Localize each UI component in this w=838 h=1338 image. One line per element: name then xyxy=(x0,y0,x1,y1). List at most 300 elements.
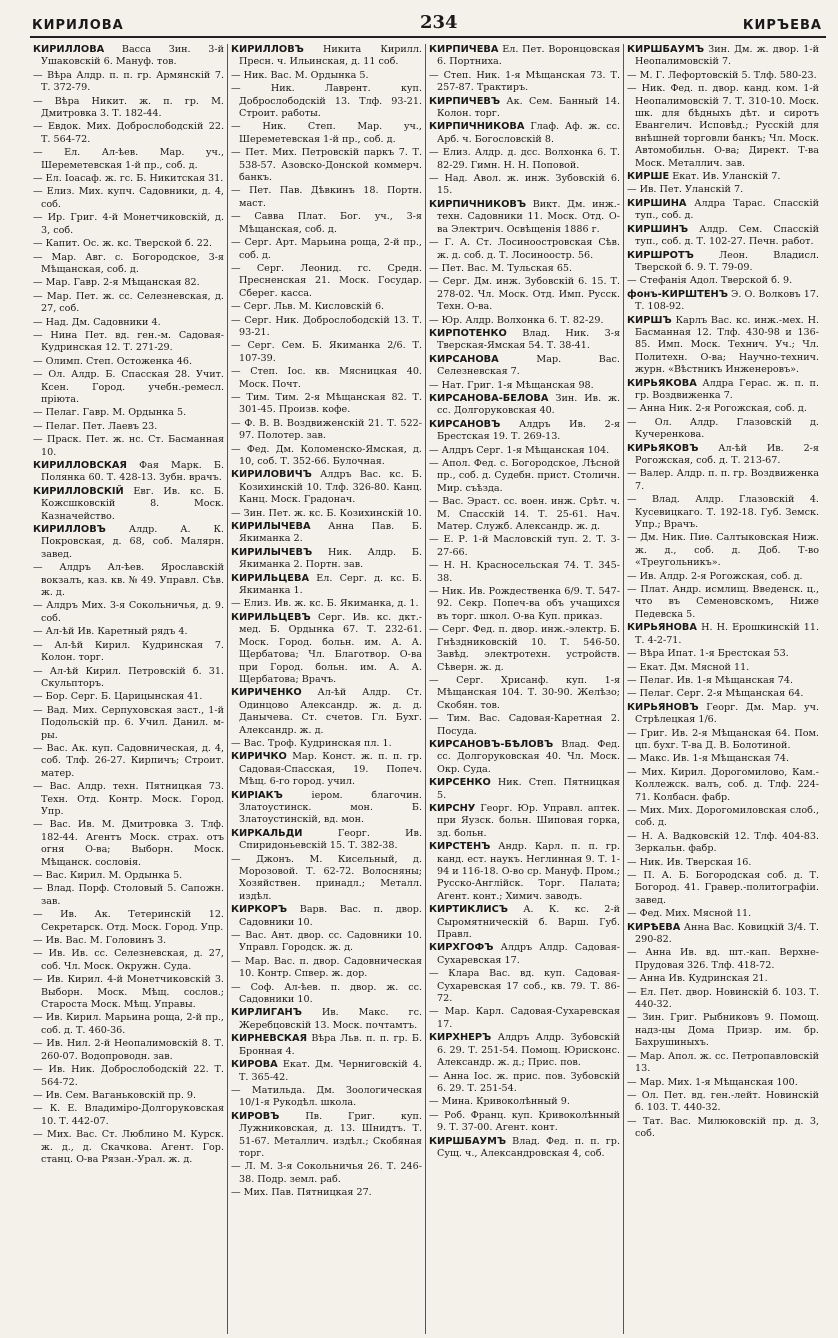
columns-container xyxy=(30,44,826,1334)
directory-entry xyxy=(231,70,422,82)
directory-entry xyxy=(627,378,819,403)
directory-entry xyxy=(627,532,819,569)
directory-entry xyxy=(231,1007,422,1032)
entry-details: Елиз. Алдр. д. дсс. Волхонка 6. Т. 82-29. Гимн. Н. Н. Поповой. xyxy=(437,147,620,171)
column-2 xyxy=(228,44,426,1334)
directory-entry xyxy=(429,841,620,903)
entry-details: Ак. Сем. Банный 14. Колон. торг. xyxy=(437,95,620,120)
entry-details: Апол. Фед. с. Богородское, Лѣсной пр., соб. д. Судебн. прист. Столичн. Мир. съѣзда. xyxy=(437,458,620,494)
entry-surname: КИРСАНОВА xyxy=(429,353,499,365)
entry-surname: КИРИЧЕНКО xyxy=(231,687,302,699)
directory-entry xyxy=(231,521,422,546)
entry-details: Вѣра Алдр. п. п. гр. Армянскій 7. Т. 372-79. xyxy=(41,69,225,94)
directory-entry xyxy=(231,751,422,788)
entry-details: Мар. Гавр. 2-я Мѣщанская 82. xyxy=(45,277,200,289)
directory-entry xyxy=(33,121,224,146)
entry-surname: КИРПИЧЕВЪ xyxy=(429,95,501,107)
directory-entry xyxy=(33,691,224,703)
directory-entry xyxy=(33,407,224,419)
entry-details: Пелаг. Пет. Лаевъ 23. xyxy=(45,420,158,432)
entry-details: Алдръ Серг. 1-я Мѣщанская 104. xyxy=(441,444,610,456)
entry-details: Мар. Авг. с. Богородское, 3-я Мѣщанская, соб. д. xyxy=(41,251,224,275)
directory-entry xyxy=(231,1187,422,1199)
entry-details: Над. Авол. ж. инж. Зубовскій 6. 15. xyxy=(437,173,620,197)
entry-details: Вас. Алдр. техн. Пятницкая 73. Техн. Отд. Контр. Моск. Город. Упр. xyxy=(41,781,224,817)
entry-details: Влад. Фед. п. п. гр. Сущ. ч., Александровская 4, соб. xyxy=(437,1135,620,1159)
directory-entry xyxy=(231,469,422,506)
directory-entry xyxy=(429,263,620,275)
entry-details: Нат. Григ. 1-я Мѣщанская 98. xyxy=(441,379,594,391)
entry-details: Ник. Алдр. Б. Якиманка 2. Портн. зав. xyxy=(239,546,422,571)
entry-surname: КИРОВЪ xyxy=(231,1110,280,1122)
directory-entry xyxy=(231,828,422,853)
directory-entry xyxy=(429,777,620,802)
directory-entry xyxy=(33,781,224,818)
entry-details: Тат. Вас. Милюковскій пр. д. 3, соб. xyxy=(635,1115,819,1140)
entry-details: Алдръ Ив. 2-я Брестская 19. Т. 269-13. xyxy=(437,418,620,443)
entry-details: Над. Дм. Садовники 4. xyxy=(45,316,161,328)
directory-entry xyxy=(627,662,819,674)
entry-details: Дм. Ник. Пиѳ. Салтыковская Ниж. ж. д., соб. д. Доб. Т-во «Треугольникъ». xyxy=(635,532,819,569)
entry-surname: КИРПИЧНИКОВЪ xyxy=(429,198,527,210)
directory-entry xyxy=(627,648,819,660)
entry-surname: КИРШРОТЪ xyxy=(627,249,694,261)
entry-details: Влад. Фед. сс. Долгоруковская 40. Чл. Моск. Окр. Суда. xyxy=(437,738,620,775)
directory-entry xyxy=(231,147,422,184)
entry-details: Ол. Пет. вд. ген.-лейт. Новинскій б. 103. Т. 440-32. xyxy=(635,1089,819,1114)
directory-entry xyxy=(627,198,819,223)
entry-details: Карлъ Вас. кс. инж.-мех. Н. Басманная 12. Тлф. 430-98 и 136-85. Имп. Моск. Технич. Уч.; Чл. Политехн. О-ва; Научно-технич. журн. «Вѣстникъ Инженеровъ». xyxy=(635,314,819,376)
directory-entry xyxy=(33,1103,224,1128)
entry-surname: КИРІАКЪ xyxy=(231,789,283,801)
directory-entry xyxy=(33,666,224,691)
entry-details: Савва Плат. Бог. уч., 3-я Мѣщанская, соб. д. xyxy=(239,211,422,235)
directory-entry xyxy=(627,753,819,765)
entry-details: Юр. Алдр. Волхонка 6. Т. 82-29. xyxy=(441,314,604,326)
directory-entry xyxy=(429,445,620,457)
directory-entry xyxy=(231,237,422,262)
entry-surname: КИРЬЯКОВА xyxy=(627,377,697,389)
directory-entry xyxy=(429,44,620,69)
entry-details: Тим. Тим. 2-я Мѣщанская 82. Т. 301-45. Произв. кофе. xyxy=(239,391,422,416)
entry-details: Пелаг. Серг. 2-я Мѣщанская 64. xyxy=(639,688,804,700)
entry-details: Ел. Іоасаф. ж. гс. Б. Никитская 31. xyxy=(45,173,224,185)
directory-entry xyxy=(33,1090,224,1102)
entry-details: Вѣра Льв. п. п. гр. Б. Бронная 4. xyxy=(239,1033,422,1057)
entry-details: Ал-ѣй Алдр. Ст. Одинцово Александр. ж. д. д. Данычева. Ст. счетов. Гл. Бухг. Александр. ж. д. xyxy=(239,687,422,736)
entry-details: Серг. Леонид. гс. Средн. Пресненская 21. Моск. Государ. Сберег. касса. xyxy=(239,262,422,299)
entry-details: Алдръ Алдр. Садовая-Сухаревская 17. xyxy=(437,942,620,966)
entry-details: Серг. Арт. Марьина роща, 2-й пр., соб. д. xyxy=(239,237,422,261)
entry-details: Ф. В. В. Воздвиженскій 21. Т. 522-97. Полотер. зав. xyxy=(239,417,422,442)
entry-details: Екат. Дм. Черниговскій 4. Т. 365-42. xyxy=(239,1059,422,1083)
directory-entry xyxy=(33,96,224,121)
entry-details: Степ. Іос. кв. Мясницкая 40. Моск. Почт. xyxy=(239,366,422,390)
entry-details: Анна Ив. вд. шт.-кап. Верхне-Прудовая 326. Тлф. 418-72. xyxy=(635,947,819,971)
entry-details: Ел. Пет. Воронцовская 6. Портниха. xyxy=(437,44,620,68)
entry-surname: КИРПОТЕНКО xyxy=(429,327,507,339)
directory-entry xyxy=(231,573,422,598)
entry-details: Вас. Ант. двор. сс. Садовники 10. Управл. Городск. ж. д. xyxy=(239,930,422,954)
entry-surname: КИРТИКЛИСЪ xyxy=(429,904,509,916)
entry-details: Влад. Алдр. Глазовскій 4. Кусевицкаго. Т. 192-18. Губ. Земск. Упр.; Врачъ. xyxy=(635,494,819,531)
directory-entry xyxy=(33,705,224,742)
directory-entry xyxy=(33,948,224,973)
entry-details: Мих. Кирил. Дорогомилово, Кам.-Коллежск. валъ, соб. д. Тлф. 224-71. Колбасн. фабр. xyxy=(635,766,819,803)
directory-entry xyxy=(231,301,422,313)
entry-details: Пет. Вас. М. Тульская 65. xyxy=(441,262,573,274)
entry-details: Ел. Серг. д. кс. Б. Якиманка 1. xyxy=(239,572,422,597)
directory-entry xyxy=(33,883,224,908)
directory-entry xyxy=(33,44,224,69)
directory-entry xyxy=(33,626,224,638)
entry-surname: КИРШИНА xyxy=(627,197,687,209)
directory-entry xyxy=(627,767,819,804)
directory-entry xyxy=(429,803,620,840)
entry-surname: КИРСАНОВЪ-БѢЛОВЪ xyxy=(429,738,554,750)
entry-details: Леон. Владисл. Тверской б. 9. Т. 79-09. xyxy=(635,249,819,273)
directory-entry xyxy=(429,904,620,941)
entry-details: М. Г. Лефортовскій 5. Тлф. 580-23. xyxy=(639,69,817,81)
directory-entry xyxy=(33,186,224,211)
entry-details: Серг. Дм. инж. Зубовскій 6. 15. Т. 278-02. Чл. Моск. Отд. Имп. Русск. Техн. О-ва. xyxy=(437,276,620,313)
directory-entry xyxy=(429,276,620,313)
entry-details: іером. благочин. Златоустинск. мон. Б. Златоустинскій, вд. мон. xyxy=(239,789,422,826)
directory-entry xyxy=(627,83,819,170)
entry-details: Пет. Мих. Петровскій паркъ 7. Т. 538-57. Азовско-Донской коммерч. банкъ. xyxy=(239,147,422,184)
directory-entry xyxy=(429,173,620,198)
directory-entry xyxy=(627,571,819,583)
entry-details: Ол. Алдр. Глазовскій д. Кучеренкова. xyxy=(635,416,819,441)
entry-details: Евдок. Мих. Доброслободскій 22. Т. 564-72. xyxy=(41,121,224,145)
entry-details: Н. Н. Ерошкинскій 11. Т. 4-2-71. xyxy=(635,622,819,646)
directory-entry xyxy=(429,1136,620,1161)
directory-entry xyxy=(429,968,620,1005)
entry-details: Елиз. Ив. ж. кс. Б. Якиманка, д. 1. xyxy=(243,598,419,610)
directory-entry xyxy=(231,315,422,340)
entry-details: Фед. Дм. Коломенско-Ямская, д. 10, соб. Т. 352-66. Булочная. xyxy=(239,443,422,467)
entry-details: Ив. Пет. Уланскій 7. xyxy=(639,184,744,196)
entry-details: Григ. Ив. 2-я Мѣщанская 64. Пом. цп. бухг. Т-ва Д. В. Болотиной. xyxy=(635,727,819,751)
directory-entry xyxy=(429,942,620,967)
entry-details: Алдра Тарас. Спасскій туп., соб. д. xyxy=(635,197,819,222)
entry-details: Ал-ѣй Ив. Каретный рядъ 4. xyxy=(45,626,188,638)
entry-surname: КИРИЛОВИЧЪ xyxy=(231,469,312,481)
entry-details: Серг. Ник. Доброслободскій 13. Т. 93-21. xyxy=(239,314,422,338)
entry-details: Ник. Ив. Рождественка 6/9. Т. 547-92. Секр. Попеч-ва объ учащихся въ торг. школ. О-ва Куп. приказ. xyxy=(437,586,620,622)
entry-details: Ник. Степ. Пятницкая 5. xyxy=(437,777,620,801)
directory-entry xyxy=(33,600,224,625)
entry-details: Мар. Карл. Садовая-Сухаревская 17. xyxy=(437,1006,620,1030)
entry-surname: КИРШБАУМЪ xyxy=(627,44,705,55)
directory-entry xyxy=(627,315,819,377)
entry-surname: КИРСТЕНЪ xyxy=(429,841,491,853)
entry-details: Г. А. Ст. Лосиноостровская Сѣв. ж. д. соб. д. Т. Лосиноостр. 56. xyxy=(437,237,620,261)
directory-entry xyxy=(33,70,224,95)
directory-entry xyxy=(627,584,819,621)
entry-details: Пелаг. Ив. 1-я Мѣщанская 74. xyxy=(639,674,794,686)
directory-entry xyxy=(627,987,819,1012)
entry-details: Мих. Мих. Дорогомиловская слоб., соб. д. xyxy=(635,804,819,829)
entry-details: Зин. Дм. ж. двор. 1-й Неопалимовскій 7. xyxy=(635,44,819,68)
directory-entry xyxy=(231,687,422,737)
directory-entry xyxy=(429,1071,620,1096)
directory-entry xyxy=(429,237,620,262)
directory-entry xyxy=(33,434,224,459)
entry-details: Ел. Пет. двор. Новинскій б. 103. Т. 440-32. xyxy=(635,986,819,1011)
entry-details: Фая Марк. Б. Полянка 60. Т. 428-13. Зубн. врачъ. xyxy=(41,460,224,484)
entry-surname: КИРХНЕРЪ xyxy=(429,1032,492,1044)
directory-entry xyxy=(33,524,224,561)
entry-details: Анна Ник. 2-я Рогожская, соб. д. xyxy=(639,403,807,415)
entry-details: Бор. Серг. Б. Царицынская 41. xyxy=(45,691,203,703)
directory-entry xyxy=(231,1161,422,1186)
entry-details: Вѣра Никит. ж. п. гр. М. Дмитровка 3. Т. 182-44. xyxy=(41,95,224,120)
directory-entry xyxy=(627,468,819,493)
directory-entry xyxy=(429,713,620,738)
entry-details: Алдр. Сем. Спасскій туп., соб. д. Т. 102-27. Печн. работ. xyxy=(635,223,819,248)
entry-details: Ив. Ив. сс. Селезневская, д. 27, соб. Чл. Моск. Окружн. Суда. xyxy=(41,948,224,972)
directory-entry xyxy=(33,562,224,599)
entry-details: А. К. кс. 2-й Сыромятническій б. Варш. Губ. Правл. xyxy=(437,904,620,941)
entry-details: Анна Пав. Б. Якиманка 2. xyxy=(239,521,422,545)
directory-entry xyxy=(429,315,620,327)
directory-entry xyxy=(231,738,422,750)
directory-entry xyxy=(33,291,224,316)
entry-details: Анна Вас. Ковицкій 3/4. Т. 290-82. xyxy=(635,921,819,946)
directory-entry xyxy=(33,173,224,185)
entry-surname: КИРИЛЛОВСКІЙ xyxy=(33,485,124,497)
directory-entry xyxy=(627,1012,819,1049)
directory-entry xyxy=(429,534,620,559)
entry-surname: фонъ-КИРШТЕНЪ xyxy=(627,288,728,300)
entry-details: Н. А. Вадковскій 12. Тлф. 404-83. Зеркальн. фабр. xyxy=(635,830,819,855)
entry-surname: КИРИЛЫЧЕВЪ xyxy=(231,546,313,558)
entry-surname: КИРШБАУМЪ xyxy=(429,1135,507,1147)
directory-entry xyxy=(33,212,224,237)
entry-surname: КИРИЛЛОВСКАЯ xyxy=(33,460,127,471)
directory-entry xyxy=(33,1038,224,1063)
directory-entry xyxy=(231,44,422,69)
directory-entry xyxy=(627,805,819,830)
entry-details: Пв. Григ. куп. Лужниковская, д. 13. Шнидтъ. Т. 51-67. Металлич. издѣл.; Скобяная торг. xyxy=(239,1110,422,1159)
entry-details: Ив. Кирил. Марьина роща, 2-й пр., соб. д. Т. 460-36. xyxy=(41,1012,224,1036)
entry-surname: КИРСАНОВЪ xyxy=(429,418,501,430)
entry-details: Ник. Степ. Мар. уч., Шереметевская 1-й пр., соб. д. xyxy=(239,121,422,145)
entry-details: Анна Іос. ж. прис. пов. Зубовскій 6. 29. Т. 251-54. xyxy=(437,1070,620,1094)
directory-entry xyxy=(231,1085,422,1110)
directory-entry xyxy=(627,289,819,314)
entry-details: Макс. Ив. 1-я Мѣщанская 74. xyxy=(639,753,790,765)
entry-details: Влад. Ник. 3-я Тверская-Ямская 54. Т. 38-41. xyxy=(437,327,620,352)
entry-details: Роб. Франц. куп. Кривоколѣнный 9. Т. 37-00. Агент. конт. xyxy=(437,1109,620,1134)
entry-surname: КИРСЕНКО xyxy=(429,777,491,789)
directory-entry xyxy=(33,743,224,780)
entry-details: Андр. Карл. п. п. гр. канд. ест. наукъ. Неглинная 9. Т. 1-94 и 116-18. О-во ср. Мануф. Пром.; Русско-Англійск. Торг. Палата; Агент. конт.; Химич. заводъ. xyxy=(437,841,620,902)
entry-details: Мар. Вас. Селезневская 7. xyxy=(437,353,620,378)
entry-details: Матильда. Дм. Зоологическая 10/1-я Рукодѣл. школа. xyxy=(239,1084,422,1109)
entry-details: Серг. Хрисанф. куп. 1-я Мѣщанская 104. Т. 30-90. Желѣзо; Скобян. тов. xyxy=(437,674,620,711)
entry-details: Мих. Пав. Пятницкая 27. xyxy=(243,1187,372,1199)
entry-details: Ир. Григ. 4-й Монетчиковскій, д. 3, соб. xyxy=(41,212,224,236)
directory-entry xyxy=(33,147,224,172)
directory-entry xyxy=(231,263,422,300)
directory-entry xyxy=(231,392,422,417)
entry-details: Соф. Ал-ѣев. п. двор. ж. сс. Садовники 10. xyxy=(239,981,423,1006)
directory-entry xyxy=(429,739,620,776)
directory-entry xyxy=(33,1064,224,1089)
entry-details: Мар. Пет. ж. сс. Селезневская, д. 27, соб. xyxy=(41,290,224,315)
entry-details: Вѣра Ипат. 1-я Брестская 53. xyxy=(639,648,789,660)
entry-details: Мар. Мих. 1-я Мѣщанская 100. xyxy=(639,1076,798,1088)
header-right-word: КИРЪЕВА xyxy=(742,18,822,33)
directory-entry xyxy=(429,419,620,444)
entry-details: Ник. Лаврент. куп. Доброслободскій 13. Тлф. 93-21. Строит. работы. xyxy=(239,83,422,120)
directory-entry xyxy=(429,624,620,674)
entry-details: Мих. Вас. Ст. Люблино М. Курск. ж. д., д. Скачкова. Агент. Гор. станц. О-ва Рязан.-Урал. ж. д. xyxy=(41,1129,224,1165)
entry-details: Никита Кирилл. Пресн. ч. Ильинская, д. 11 соб. xyxy=(239,44,422,68)
column-4 xyxy=(624,44,822,1334)
entry-details: Джонъ. М. Кисельный, д. Морозовой. Т. 62-72. Волосняны; Хозяйствен. принадл.; Металл. издѣл. xyxy=(239,853,422,902)
directory-entry xyxy=(429,393,620,418)
page-number: 234 xyxy=(420,12,458,33)
directory-entry xyxy=(627,622,819,647)
directory-entry xyxy=(627,728,819,753)
directory-entry xyxy=(231,956,422,981)
entry-details: Ив. Ак. Тетеринскій 12. Секретарск. Отд. Моск. Город. Упр. xyxy=(41,909,224,933)
entry-surname: КИРШЪ xyxy=(627,314,672,326)
directory-entry xyxy=(231,83,422,120)
entry-details: Ив. Сем. Ваганьковскій пр. 9. xyxy=(45,1089,197,1101)
directory-entry xyxy=(33,421,224,433)
directory-entry xyxy=(627,171,819,183)
directory-entry xyxy=(429,496,620,533)
directory-entry xyxy=(627,688,819,700)
entry-details: Пелаг. Гавр. М. Ордынка 5. xyxy=(45,407,187,419)
entry-surname: КИРИЛЫЧЕВА xyxy=(231,521,311,533)
entry-details: Зин. Ив. ж. сс. Долгоруковская 40. xyxy=(437,392,620,417)
directory-entry xyxy=(429,96,620,121)
entry-details: Серг. Льв. М. Кисловскій 6. xyxy=(243,301,385,313)
entry-surname: КИРПИЧНИКОВА xyxy=(429,121,525,133)
entry-details: Ник. Фед. п. двор. канд. ком. 1-й Неопалимовскій 7. Т. 310-10. Моск. шк. для бѣдныхъ дѣт. и сиротъ Евангелич. Исповѣд.; Русскій для внѣшней торговли банкъ; Чл. Моск. Автомобильн. О-ва; Директ. Т-ва Моск. Металлич. зав. xyxy=(635,83,819,169)
directory-entry xyxy=(627,947,819,972)
directory-entry xyxy=(231,185,422,210)
entry-details: Ник. Ив. Тверская 16. xyxy=(639,856,752,868)
entry-details: Е. Р. 1-й Масловскій туп. 2. Т. 3-27-66. xyxy=(437,534,620,558)
entry-details: Пет. Пав. Дѣвкинъ 18. Портн. маст. xyxy=(239,185,422,209)
entry-surname: КИРШИНЪ xyxy=(627,223,689,235)
directory-entry xyxy=(627,494,819,531)
entry-details: Ник. Вас. М. Ордынка 5. xyxy=(243,69,369,81)
directory-entry xyxy=(429,586,620,623)
entry-surname: КИРПИЧЕВА xyxy=(429,44,499,55)
directory-entry xyxy=(429,1096,620,1108)
directory-entry xyxy=(231,598,422,610)
entry-details: Олимп. Степ. Остоженка 46. xyxy=(45,355,193,367)
directory-entry xyxy=(33,486,224,523)
directory-entry xyxy=(627,973,819,985)
directory-entry xyxy=(429,458,620,495)
entry-surname: КИРСНУ xyxy=(429,802,476,814)
entry-surname: КИРХГОФЪ xyxy=(429,942,494,954)
entry-details: Нина Пет. вд. ген.-м. Садовая-Кудринская 12. Т. 271-29. xyxy=(41,329,224,354)
column-1 xyxy=(30,44,228,1334)
directory-entry xyxy=(231,904,422,929)
directory-entry xyxy=(33,369,224,406)
entry-details: П. А. Б. Богородская соб. д. Т. Богород. 41. Гравер.-политографіи. завед. xyxy=(635,870,819,906)
entry-details: Плат. Андр. исмлищ. Введенск. ц., что въ Семеновскомъ, Ниже Педевска 5. xyxy=(635,584,819,620)
entry-details: Евг. Ив. кс. Б. Кожсшковскій 8. Моск. Казначейство. xyxy=(41,485,224,522)
entry-surname: КИРОВА xyxy=(231,1059,278,1071)
entry-surname: КИРЬЯНОВА xyxy=(627,622,697,634)
directory-entry xyxy=(33,252,224,277)
directory-entry xyxy=(429,354,620,379)
directory-entry xyxy=(627,224,819,249)
entry-surname: КИРШЕ xyxy=(627,171,670,183)
entry-details: Георг. Дм. Мар. уч. Стрѣлецкая 1/6. xyxy=(635,701,819,726)
entry-surname: КИРИЛЬЦЕВА xyxy=(231,572,310,584)
entry-surname: КИРѢЕВА xyxy=(627,921,681,933)
directory-entry xyxy=(33,277,224,289)
directory-entry xyxy=(627,275,819,287)
entry-surname: КИРКАЛЬДИ xyxy=(231,827,303,839)
directory-entry xyxy=(627,857,819,869)
column-3 xyxy=(426,44,624,1334)
directory-entry xyxy=(429,70,620,95)
directory-entry xyxy=(33,909,224,934)
directory-entry xyxy=(627,870,819,907)
directory-entry xyxy=(231,790,422,827)
entry-details: Ал-ѣй Кирил. Петровскій б. 31. Скульпторъ. xyxy=(41,665,224,689)
entry-details: Варв. Вас. п. двор. Садовники 10. xyxy=(239,904,422,928)
directory-entry xyxy=(429,380,620,392)
directory-entry xyxy=(231,508,422,520)
directory-entry xyxy=(429,1006,620,1031)
entry-surname: КИРЬЯНОВЪ xyxy=(627,701,699,713)
directory-entry xyxy=(627,44,819,69)
directory-entry xyxy=(627,908,819,920)
directory-entry xyxy=(231,612,422,686)
entry-surname: КИРИЧКО xyxy=(231,751,287,763)
entry-details: Фед. Мих. Мясной 11. xyxy=(639,908,752,920)
entry-details: Глаф. Аф. ж. сс. Арб. ч. Богословскій 8. xyxy=(437,121,620,145)
entry-details: Вас. Эраст. сс. воен. инж. Срѣт. ч. М. Спасскій 14. Т. 25-61. Нач. Матер. Служб. Александр. ж. д. xyxy=(437,496,620,533)
directory-entry xyxy=(627,831,819,856)
entry-surname: КИРИЛЛОВА xyxy=(33,44,105,55)
directory-entry xyxy=(627,184,819,196)
entry-details: Вас. Ак. куп. Садовническая, д. 4, соб. Тлф. 26-27. Кирпичъ; Строит. матер. xyxy=(41,742,224,779)
entry-details: Ив. Кирил. 4-й Монетчиковскій 3. Выборн. Моск. Мѣщ. сослов.; Староста Моск. Мѣщ. Управы. xyxy=(41,974,224,1011)
entry-surname: КИРНЕВСКАЯ xyxy=(231,1033,308,1045)
entry-details: Вас. Ив. М. Дмитровка 3. Тлф. 182-44. Агентъ Моск. страх. отъ огня О-ва; Выборн. Моск. Мѣщанск. сословія. xyxy=(41,819,224,868)
directory-entry xyxy=(33,1012,224,1037)
page-header xyxy=(30,10,826,38)
directory-entry xyxy=(33,356,224,368)
directory-entry xyxy=(33,330,224,355)
directory-entry xyxy=(231,444,422,469)
entry-details: Серг. Ив. кс. дкт.-мед. Б. Ордынка 67. Т. 232-61. Моск. Город. больн. им. А. А. Щербатова; Чл. Благотвор. О-ва при Город. больн. им. А. А. Щербатова; Врачъ. xyxy=(239,611,422,685)
entry-details: Алдра Герас. ж. п. п. гр. Воздвиженка 7. xyxy=(635,377,819,401)
entry-surname: КИРЛИГАНЪ xyxy=(231,1007,302,1019)
entry-details: Ив. Макс. гс. Жеребцовскій 13. Моск. почтамтъ. xyxy=(239,1007,422,1031)
header-left-word: КИРИЛОВА xyxy=(32,18,124,33)
entry-details: Степ. Ник. 1-я Мѣщанская 73. Т. 257-87. Трактиръ. xyxy=(437,69,620,94)
directory-entry xyxy=(231,366,422,391)
directory-entry xyxy=(627,1051,819,1076)
directory-entry xyxy=(33,1129,224,1166)
entry-details: Алдръ Ал-ѣев. Ярославскій вокзалъ, каз. кв. № 49. Управл. Сѣв. ж. д. xyxy=(41,562,224,599)
